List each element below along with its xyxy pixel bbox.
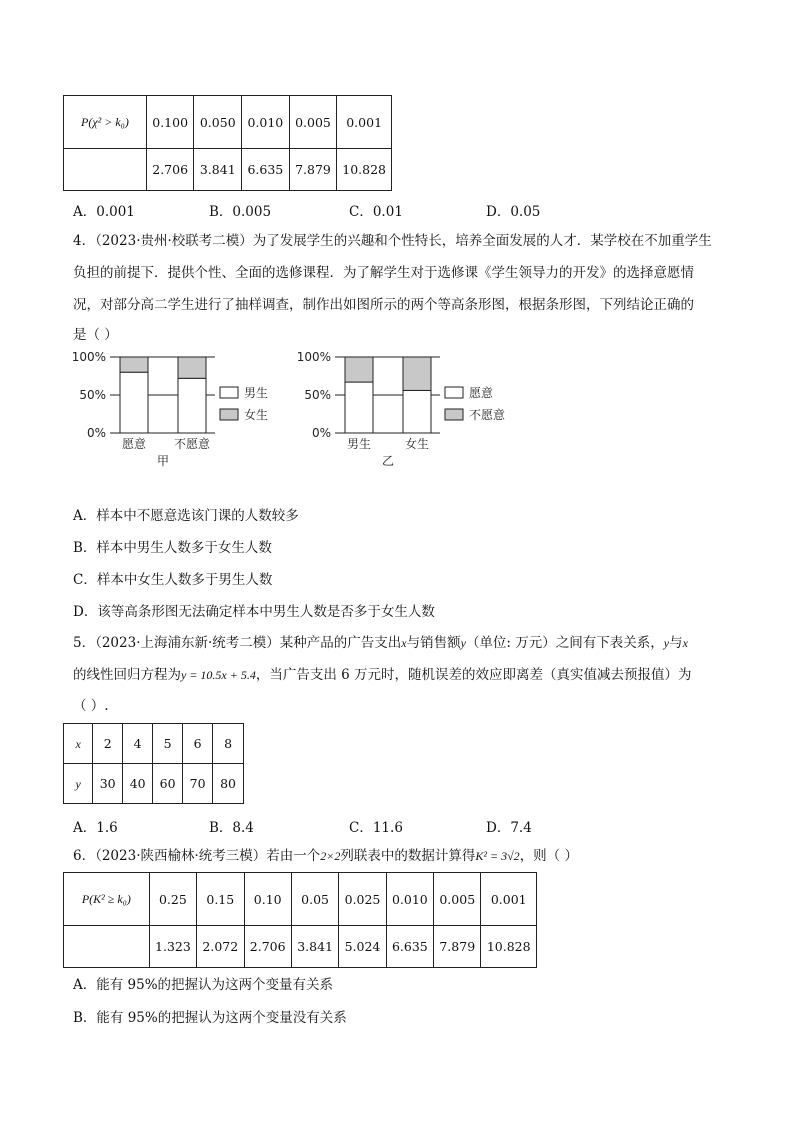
legend-label: 不愿意 <box>469 408 506 422</box>
y-value-cell: 70 <box>183 764 213 804</box>
choice-c[interactable]: C．0.01 <box>349 204 403 220</box>
x-value-cell: 5 <box>153 724 183 764</box>
p-value-cell: 0.010 <box>386 873 433 926</box>
k-value-cell: 6.635 <box>386 926 433 968</box>
chart-yi <box>295 347 535 497</box>
x-value-cell: 8 <box>213 724 244 764</box>
k-value-cell: 2.706 <box>146 149 194 191</box>
y-value-cell: 80 <box>213 764 244 804</box>
k-value-cell: 7.879 <box>289 149 337 191</box>
choice-b[interactable]: B．8.4 <box>209 820 254 836</box>
chart-jia <box>70 347 290 497</box>
bar-segment-lower <box>120 372 148 433</box>
q4-option-b[interactable]: B．样本中男生人数多于女生人数 <box>73 540 272 556</box>
p-value-cell: 0.100 <box>146 96 194 149</box>
y-value-cell: 30 <box>93 764 123 804</box>
p-value-cell: 0.001 <box>337 96 392 149</box>
p-value-cell: 0.050 <box>194 96 242 149</box>
regression-equation: y = 10.5x + 5.4 <box>181 668 256 682</box>
p-value-cell: 0.025 <box>339 873 386 926</box>
choice-d[interactable]: D．0.05 <box>486 204 541 220</box>
k-value-cell: 5.024 <box>339 926 386 968</box>
p-value-cell: 0.05 <box>291 873 338 926</box>
legend-label: 愿意 <box>469 386 494 400</box>
q4-stem-line-2: 负担的前提下．提供个性、全面的选修课程．为了解学生对于选修课《学生领导力的开发》的选择意愿情 <box>73 265 694 281</box>
k-value-cell: 2.072 <box>197 926 244 968</box>
choice-a[interactable]: A．0.001 <box>73 204 135 220</box>
x-label-cell: x <box>64 724 93 764</box>
table-header-cell <box>64 96 147 149</box>
q5-stem-line-2: 的线性回归方程为y = 10.5x + 5.4，当广告支出 6 万元时，随机误差的效应即离差（真实值减去预报值）为 <box>73 667 692 683</box>
bar-segment-upper <box>403 357 431 390</box>
k-value-cell: 7.879 <box>434 926 481 968</box>
q5-stem-line-1: 5．（2023·上海浦东新·统考二模）某种产品的广告支出x与销售额y（单位: 万元）之间有下表关系，y与x <box>73 635 688 651</box>
choice-c[interactable]: C．11.6 <box>349 820 403 836</box>
bar-segment-lower <box>345 382 373 433</box>
q5-choices <box>73 816 673 834</box>
x-tick-label: 不愿意 <box>173 437 211 451</box>
y-value-cell: 40 <box>123 764 153 804</box>
chart-title: 乙 <box>381 454 395 468</box>
p-value-cell: 0.001 <box>481 873 537 926</box>
x-value-cell: 2 <box>93 724 123 764</box>
bar-segment-upper <box>345 357 373 382</box>
p-value-cell: 0.005 <box>434 873 481 926</box>
chi-square-table <box>63 95 392 191</box>
p-value-cell: 0.15 <box>197 873 244 926</box>
legend-swatch <box>220 387 238 398</box>
k-value-cell: 2.706 <box>244 926 291 968</box>
k-value-cell: 10.828 <box>481 926 537 968</box>
legend-swatch <box>445 409 463 420</box>
q4-option-a[interactable]: A．样本中不愿意选该门课的人数较多 <box>73 508 299 524</box>
choice-a[interactable]: A．1.6 <box>73 820 118 836</box>
y-value-cell: 60 <box>153 764 183 804</box>
bar-segment-upper <box>120 357 148 372</box>
y-label-cell: y <box>64 764 93 804</box>
p-value-cell: 0.005 <box>289 96 337 149</box>
y-tick-label: 50% <box>304 388 331 402</box>
legend-label: 女生 <box>244 408 269 422</box>
y-tick-label: 0% <box>311 426 331 440</box>
k-square-table <box>63 872 537 968</box>
table-header-label: P(χ² > k₀) <box>81 115 129 129</box>
table-header-cell: P(K² ≥ k₀) <box>64 873 150 926</box>
q4-option-d[interactable]: D．该等高条形图无法确定样本中男生人数是否多于女生人数 <box>73 604 435 620</box>
bar-segment-lower <box>403 390 431 433</box>
chart-title: 甲 <box>156 454 170 468</box>
p-value-cell: 0.10 <box>244 873 291 926</box>
q4-option-c[interactable]: C．样本中女生人数多于男生人数 <box>73 572 273 588</box>
q4-stem-line-1: 4．（2023·贵州·校联考二模）为了发展学生的兴趣和个性特长，培养全面发展的人才．某学校在不加重学生 <box>73 233 712 249</box>
k-value-cell: 10.828 <box>337 149 392 191</box>
y-tick-label: 100% <box>296 350 331 364</box>
choice-d[interactable]: D．7.4 <box>486 820 532 836</box>
legend-swatch <box>445 387 463 398</box>
x-tick-label: 愿意 <box>121 437 147 451</box>
k-value-cell: 6.635 <box>242 149 290 191</box>
bar-segment-upper <box>178 357 206 378</box>
x-value-cell: 6 <box>183 724 213 764</box>
bar-segment-lower <box>178 378 206 433</box>
x-tick-label: 女生 <box>404 437 430 451</box>
q6-stem: 6．（2023·陕西榆林·统考三模）若由一个2×2列联表中的数据计算得K² = 3√2，则（ ） <box>73 848 578 864</box>
k-value-cell: 1.323 <box>149 926 196 968</box>
q5-data-table <box>63 723 244 804</box>
k-value-cell: 3.841 <box>291 926 338 968</box>
q3-choices <box>73 200 673 218</box>
y-tick-label: 0% <box>86 426 106 440</box>
p-value-cell: 0.010 <box>242 96 290 149</box>
p-value-cell: 0.25 <box>149 873 196 926</box>
y-tick-label: 50% <box>79 388 106 402</box>
q4-stem-line-4: 是（ ） <box>73 327 118 343</box>
q6-option-b[interactable]: B．能有 95%的把握认为这两个变量没有关系 <box>73 1010 347 1026</box>
x-value-cell: 4 <box>123 724 153 764</box>
legend-label: 男生 <box>244 386 269 400</box>
k-value-cell: 3.841 <box>194 149 242 191</box>
empty-cell <box>64 149 147 191</box>
empty-cell <box>64 926 150 968</box>
q6-option-a[interactable]: A．能有 95%的把握认为这两个变量有关系 <box>73 977 334 993</box>
choice-b[interactable]: B．0.005 <box>209 204 272 220</box>
q4-stem-line-3: 况，对部分高二学生进行了抽样调查，制作出如图所示的两个等高条形图，根据条形图，下列结论正确的 <box>73 297 694 313</box>
x-tick-label: 男生 <box>346 437 372 451</box>
y-tick-label: 100% <box>71 350 106 364</box>
q5-stem-line-3: （ ）. <box>73 698 109 714</box>
legend-swatch <box>220 409 238 420</box>
